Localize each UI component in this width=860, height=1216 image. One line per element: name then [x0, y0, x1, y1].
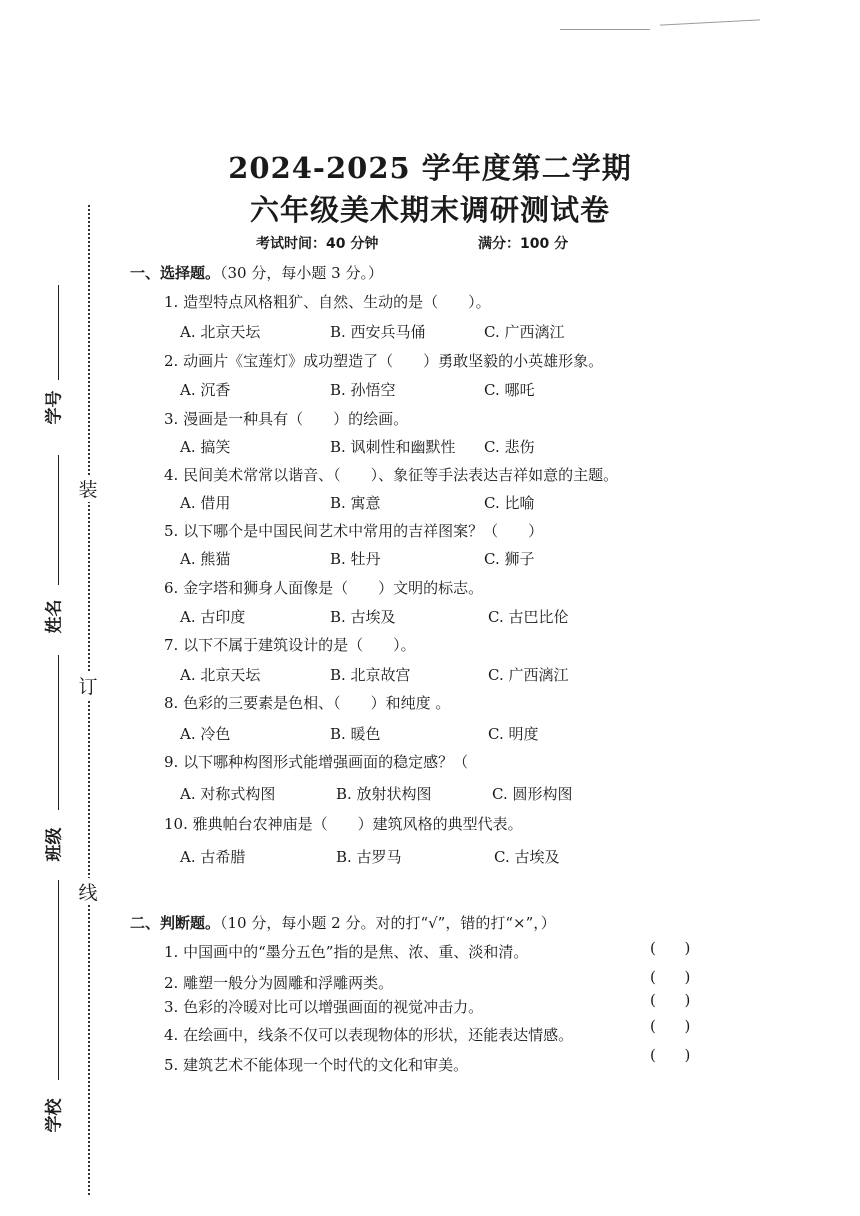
judge-question: 5. 建筑艺术不能体现一个时代的文化和审美。	[164, 1056, 469, 1074]
choice-option[interactable]: C. 古埃及	[494, 848, 560, 866]
answer-parentheses[interactable]: ( )	[650, 939, 691, 957]
choice-option[interactable]: B. 讽刺性和幽默性	[330, 438, 456, 456]
field-line	[58, 285, 60, 380]
choice-option[interactable]: A. 对称式构图	[180, 785, 276, 803]
choice-question-stem: 5. 以下哪个是中国民间艺术中常用的吉祥图案？（ ）	[164, 522, 544, 540]
judge-question: 1. 中国画中的“墨分五色”指的是焦、浓、重、淡和清。	[164, 943, 529, 961]
binding-char-xian: 线	[76, 878, 100, 905]
choice-option[interactable]: B. 牡丹	[330, 550, 381, 568]
section-choice-heading	[130, 262, 383, 283]
choice-option[interactable]: B. 寓意	[330, 494, 381, 512]
answer-parentheses[interactable]: ( )	[650, 1017, 691, 1035]
choice-option[interactable]: A. 北京天坛	[180, 666, 261, 684]
choice-option[interactable]: B. 古埃及	[330, 608, 396, 626]
choice-question-stem: 3. 漫画是一种具有（ ）的绘画。	[164, 410, 409, 428]
choice-question-stem: 6. 金字塔和狮身人面像是（ ）文明的标志。	[164, 579, 484, 597]
choice-option[interactable]: B. 北京故宫	[330, 666, 411, 684]
choice-option[interactable]: C. 哪吒	[484, 381, 535, 399]
choice-option[interactable]: B. 西安兵马俑	[330, 323, 426, 341]
choice-option[interactable]: C. 广西漓江	[484, 323, 565, 341]
judge-question: 3. 色彩的冷暖对比可以增强画面的视觉冲击力。	[164, 998, 484, 1016]
choice-option[interactable]: B. 古罗马	[336, 848, 402, 866]
answer-parentheses[interactable]: ( )	[650, 991, 691, 1009]
choice-option[interactable]: C. 圆形构图	[492, 785, 573, 803]
binding-char-zhuang: 装	[76, 475, 100, 502]
exam-time: 考试时间：40 分钟	[256, 236, 379, 252]
choice-option[interactable]: A. 熊猫	[180, 550, 231, 568]
exam-title-line1: 2024-2025 学年度第二学期	[228, 151, 632, 185]
field-line	[58, 880, 60, 1080]
choice-option[interactable]: B. 暖色	[330, 725, 381, 743]
answer-parentheses[interactable]: ( )	[650, 1046, 691, 1064]
choice-option[interactable]: A. 北京天坛	[180, 323, 261, 341]
binding-char-ding: 订	[76, 672, 100, 699]
choice-question-stem: 4. 民间美术常常以谐音、（ ）、象征等手法表达吉祥如意的主题。	[164, 466, 619, 484]
choice-question-stem: 7. 以下不属于建筑设计的是（ ）。	[164, 636, 416, 654]
choice-question-stem: 1. 造型特点风格粗犷、自然、生动的是（ ）。	[164, 293, 491, 311]
section-judge-heading	[130, 912, 556, 933]
choice-option[interactable]: B. 放射状构图	[336, 785, 432, 803]
field-label-student-id: 学号	[44, 390, 65, 425]
scan-mark	[660, 19, 760, 25]
scan-mark	[560, 29, 650, 30]
exam-title-line2: 六年级美术期末调研测试卷	[249, 193, 610, 227]
full-score: 满分：100 分	[478, 236, 569, 252]
choice-option[interactable]: C. 比喻	[484, 494, 535, 512]
section-judge-note: （10 分，每小题 2 分。对的打“√”，错的打“×”，）	[220, 914, 556, 932]
judge-question: 2. 雕塑一般分为圆雕和浮雕两类。	[164, 974, 394, 992]
choice-option[interactable]: A. 冷色	[180, 725, 231, 743]
section-choice-title: 一、选择题。	[130, 264, 221, 282]
section-choice-note: （30 分，每小题 3 分。）	[220, 264, 383, 282]
choice-option[interactable]: A. 沉香	[180, 381, 231, 399]
choice-option[interactable]: C. 狮子	[484, 550, 535, 568]
choice-option[interactable]: C. 明度	[488, 725, 539, 743]
choice-question-stem: 8. 色彩的三要素是色相、（ ）和纯度 。	[164, 694, 451, 712]
choice-option[interactable]: A. 搞笑	[180, 438, 231, 456]
choice-option[interactable]: A. 借用	[180, 494, 231, 512]
choice-option[interactable]: C. 古巴比伦	[488, 608, 569, 626]
judge-question: 4. 在绘画中，线条不仅可以表现物体的形状，还能表达情感。	[164, 1026, 574, 1044]
answer-parentheses[interactable]: ( )	[650, 968, 691, 986]
choice-question-stem: 2. 动画片《宝莲灯》成功塑造了（ ）勇敢坚毅的小英雄形象。	[164, 352, 604, 370]
choice-option[interactable]: C. 广西漓江	[488, 666, 569, 684]
binding-dotted-line	[88, 205, 90, 1195]
field-label-school: 学校	[44, 1098, 65, 1133]
field-label-name: 姓名	[44, 599, 65, 634]
section-judge-title: 二、判断题。	[130, 914, 221, 932]
field-line	[58, 655, 60, 810]
choice-question-stem: 9. 以下哪种构图形式能增强画面的稳定感？（	[164, 753, 469, 771]
choice-option[interactable]: A. 古希腊	[180, 848, 246, 866]
choice-option[interactable]: B. 孙悟空	[330, 381, 396, 399]
field-label-class: 班级	[44, 827, 65, 862]
choice-option[interactable]: C. 悲伤	[484, 438, 535, 456]
field-line	[58, 455, 60, 585]
choice-question-stem: 10. 雅典帕台农神庙是（ ）建筑风格的典型代表。	[164, 815, 523, 833]
choice-option[interactable]: A. 古印度	[180, 608, 246, 626]
